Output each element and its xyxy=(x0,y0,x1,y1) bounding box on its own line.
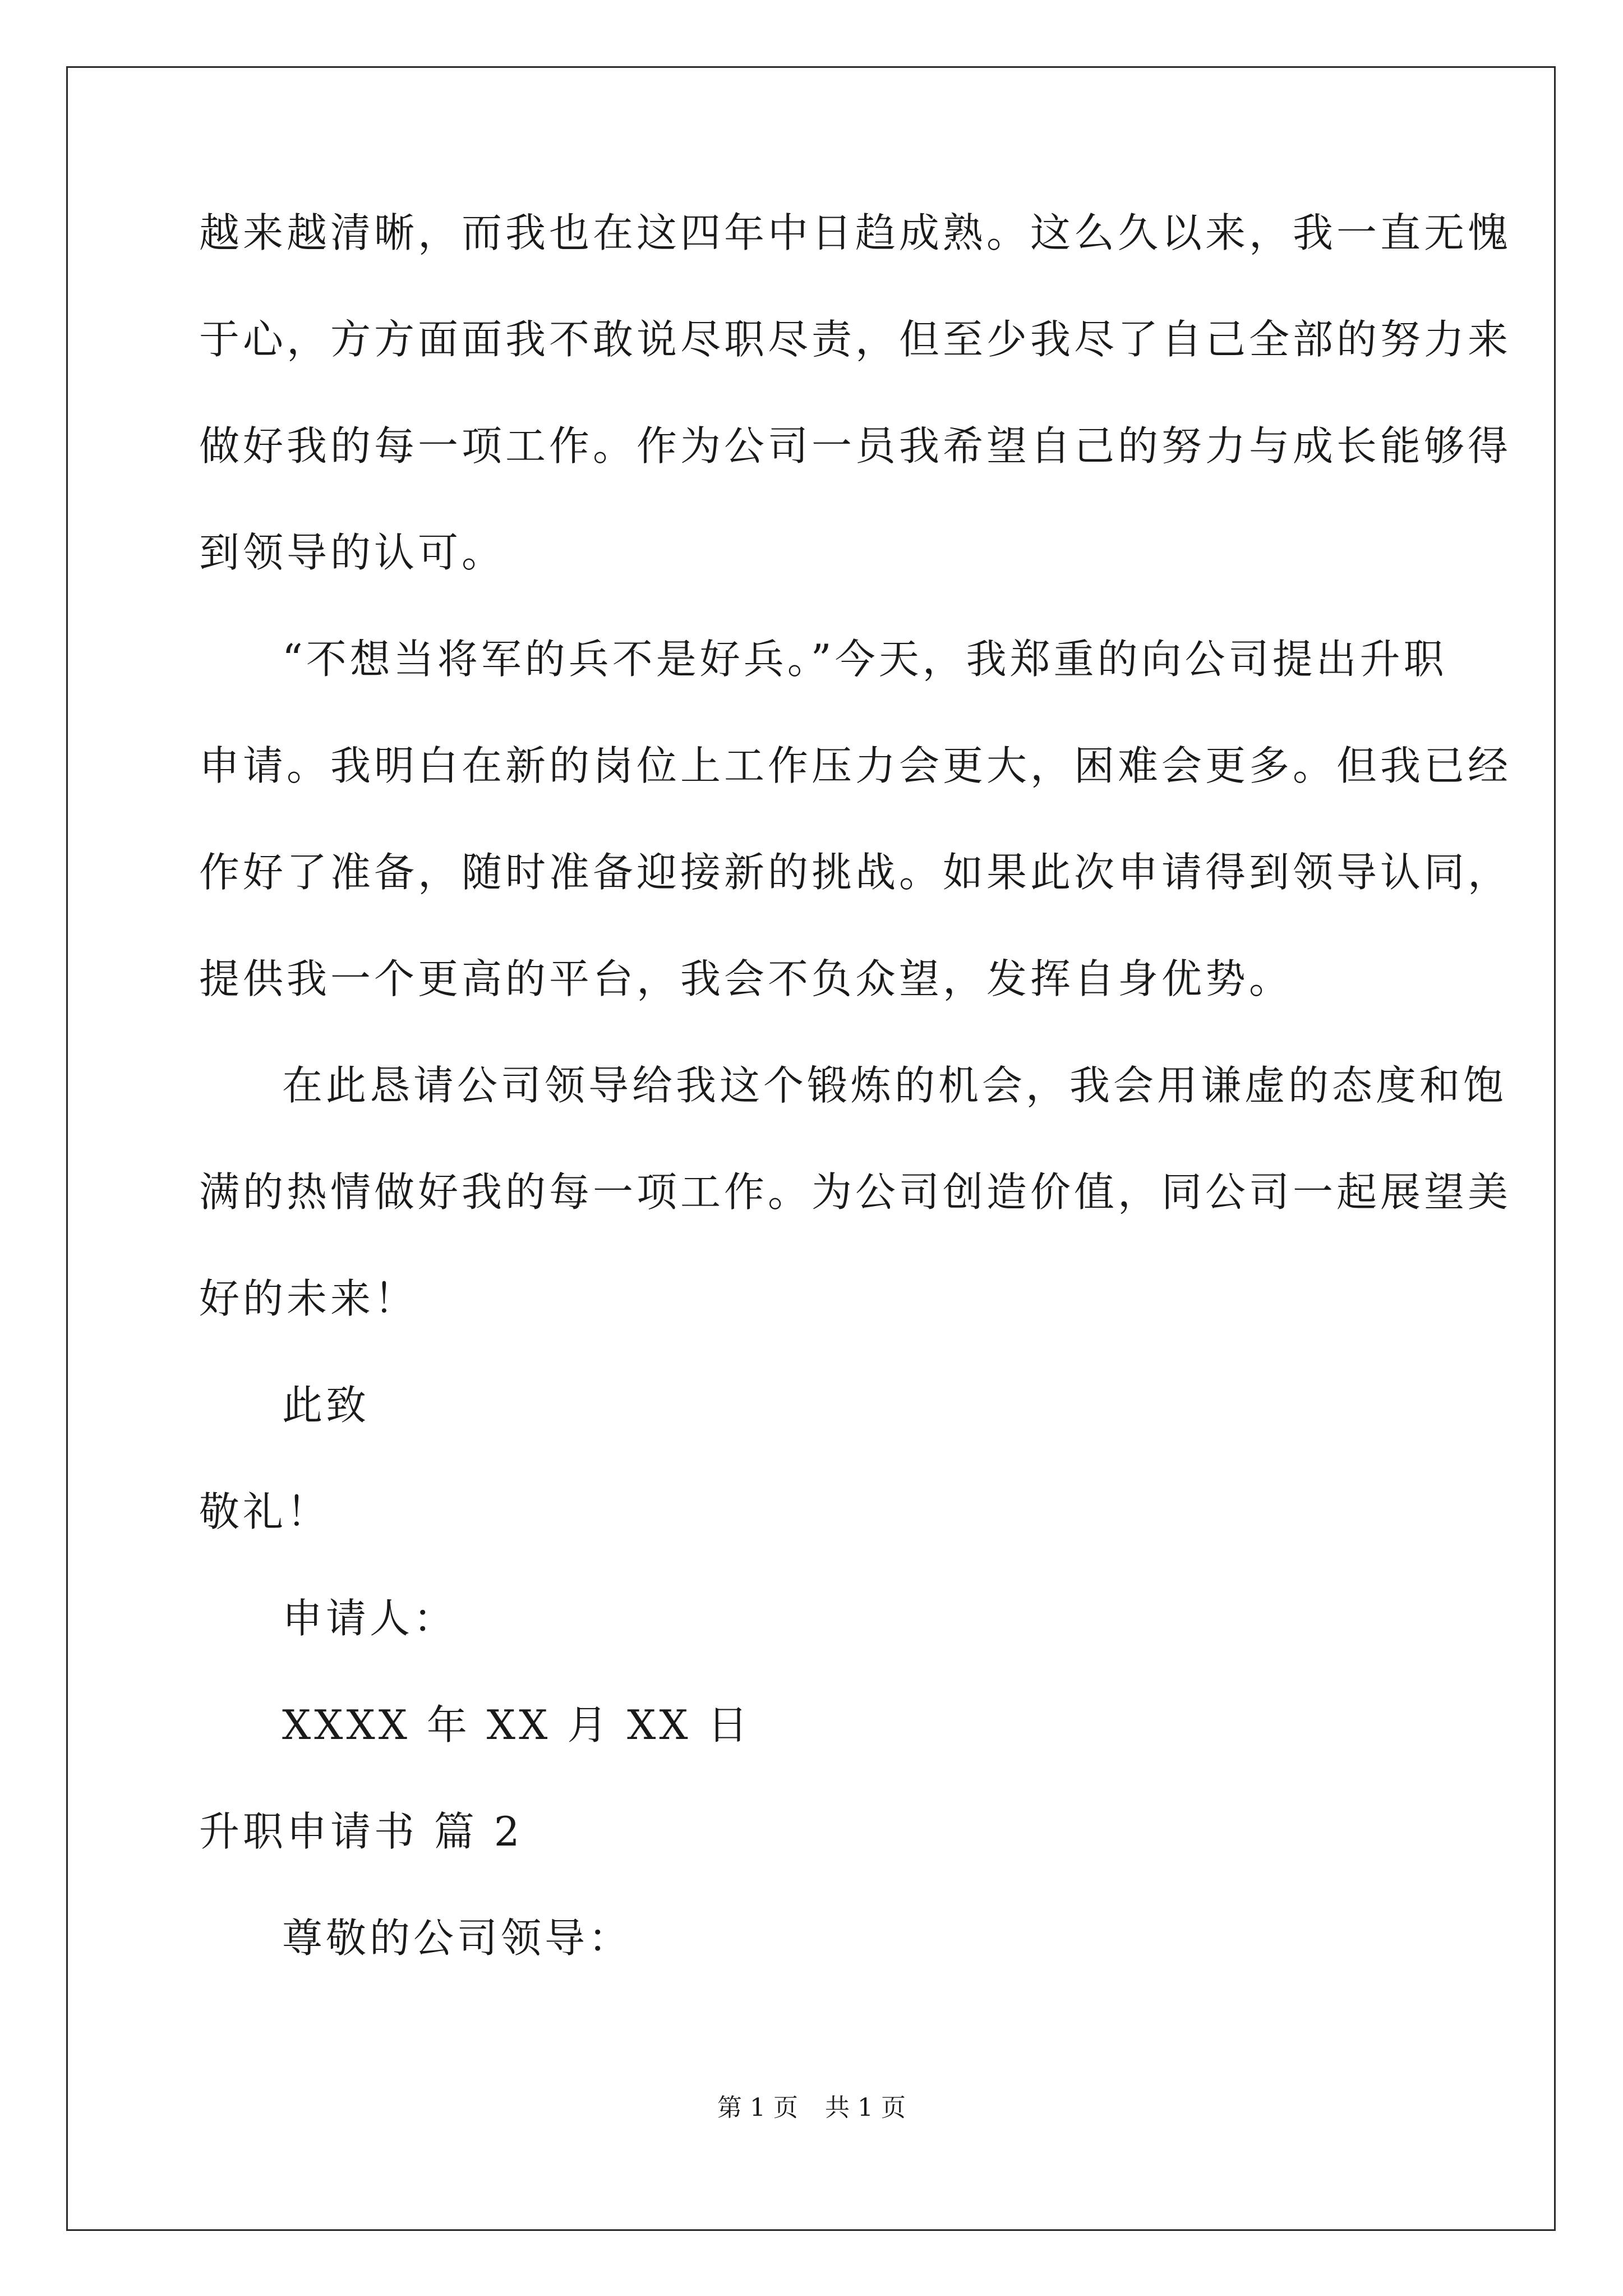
body-line: 到领导的认可。 xyxy=(199,529,506,576)
body-line: 好的未来！ xyxy=(199,1275,418,1322)
body-line: 提供我一个更高的平台，我会不负众望，发挥自身优势。 xyxy=(199,955,1293,1002)
body-line: 满的热情做好我的每一项工作。为公司创造价值，同公司一起展望美 xyxy=(199,1168,1512,1216)
page-border xyxy=(66,66,1556,2231)
greeting-line: 尊敬的公司领导： xyxy=(282,1915,633,1962)
date-line: XXXX 年 XX 月 XX 日 xyxy=(282,1701,751,1749)
body-line: 申请。我明白在新的岗位上工作压力会更大，困难会更多。但我已经 xyxy=(199,742,1512,789)
body-line: 在此恳请公司领导给我这个锻炼的机会，我会用谦虚的态度和饱 xyxy=(282,1062,1507,1109)
body-line: “不想当将军的兵不是好兵。”今天，我郑重的向公司提出升职 xyxy=(282,636,1447,683)
section-heading: 升职申请书 篇 2 xyxy=(199,1808,523,1855)
applicant-label: 申请人： xyxy=(282,1595,458,1642)
body-line: 作好了准备，随时准备迎接新的挑战。如果此次申请得到领导认同， xyxy=(199,849,1512,896)
body-line: 越来越清晰，而我也在这四年中日趋成熟。这么久以来，我一直无愧 xyxy=(199,209,1512,256)
page-number-total: 共 1 页 xyxy=(825,2093,906,2122)
page-footer xyxy=(0,2091,1623,2125)
page-number-current: 第 1 页 xyxy=(717,2093,798,2122)
closing-line: 此致 xyxy=(282,1382,370,1429)
body-line: 于心，方方面面我不敢说尽职尽责，但至少我尽了自己全部的努力来 xyxy=(199,316,1512,363)
body-line: 做好我的每一项工作。作为公司一员我希望自己的努力与成长能够得 xyxy=(199,422,1512,470)
salutation-line: 敬礼！ xyxy=(199,1488,331,1535)
